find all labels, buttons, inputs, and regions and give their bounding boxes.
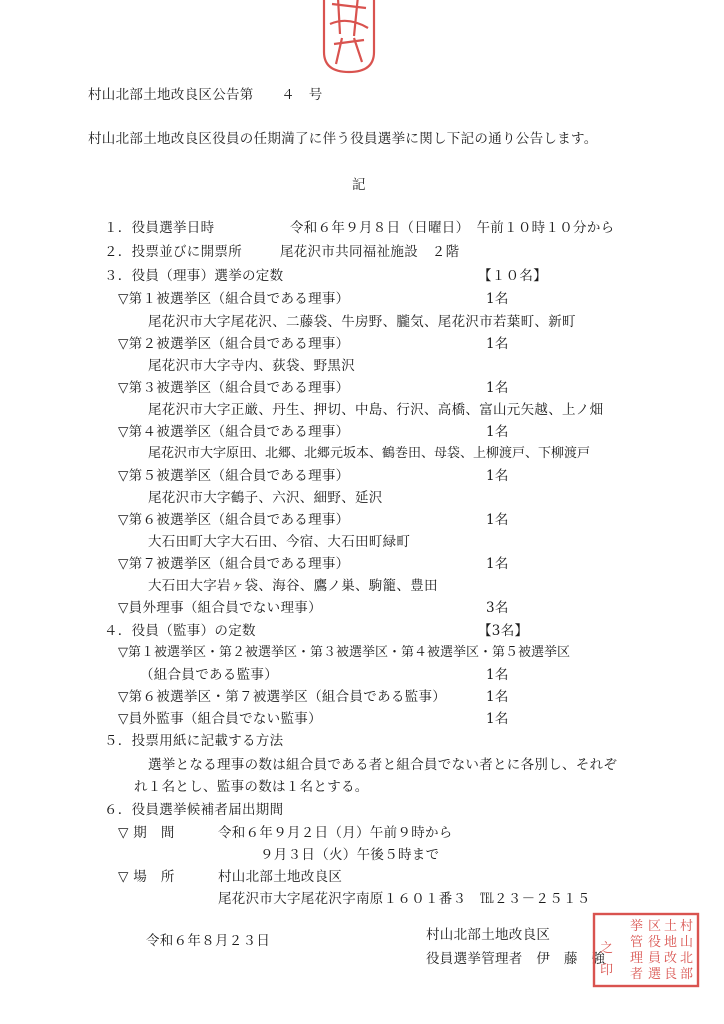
svg-text:挙: 挙 bbox=[630, 919, 644, 934]
footer-manager: 役員選挙管理者 伊 藤 強 bbox=[426, 951, 606, 967]
svg-text:良: 良 bbox=[664, 967, 678, 982]
svg-text:地: 地 bbox=[664, 935, 678, 950]
district1-name: ▽第１被選挙区（組合員である理事） bbox=[118, 291, 350, 307]
item5-title: ５．投票用紙に記載する方法 bbox=[104, 733, 284, 749]
period-line2: ９月３日（火）午後５時まで bbox=[260, 847, 440, 863]
outside-director-count: 3名 bbox=[486, 600, 509, 616]
district4-count: 1名 bbox=[486, 424, 509, 440]
svg-text:部: 部 bbox=[680, 967, 694, 982]
district1-count: 1名 bbox=[486, 291, 509, 307]
svg-text:区: 区 bbox=[648, 919, 662, 934]
district1-area: 尾花沢市大字尾花沢、二藤袋、牛房野、朧気、尾花沢市若葉町、新町 bbox=[148, 314, 576, 330]
district7-count: 1名 bbox=[486, 556, 509, 572]
footer-date: 令和６年８月２３日 bbox=[146, 933, 271, 949]
district5-name: ▽第５被選挙区（組合員である理事） bbox=[118, 468, 350, 484]
svg-text:村: 村 bbox=[680, 919, 694, 934]
item4-title: ４．役員（監事）の定数 bbox=[104, 623, 256, 639]
top-seal-stamp bbox=[318, 0, 380, 76]
auditor-row2: ▽第６被選挙区・第７被選挙区（組合員である監事） bbox=[118, 689, 447, 705]
item1-title: １．役員選挙日時 bbox=[104, 220, 215, 236]
svg-text:之: 之 bbox=[600, 941, 614, 956]
ki-heading: 記 bbox=[352, 177, 366, 193]
place-label: ▽ 場 所 bbox=[118, 869, 175, 885]
svg-text:役: 役 bbox=[648, 935, 662, 950]
svg-text:理: 理 bbox=[630, 951, 644, 966]
svg-text:土: 土 bbox=[664, 919, 678, 934]
district2-name: ▽第２被選挙区（組合員である理事） bbox=[118, 336, 350, 352]
official-seal-stamp bbox=[592, 912, 700, 988]
item5-line2: れ１名とし、監事の数は１名とする。 bbox=[134, 779, 369, 795]
district6-area: 大石田町大字大石田、今宿、大石田町緑町 bbox=[148, 534, 411, 550]
district4-name: ▽第４被選挙区（組合員である理事） bbox=[118, 424, 350, 440]
auditor-row3-count: 1名 bbox=[486, 711, 509, 727]
item1-value: 令和６年９月８日（日曜日） 午前１０時１０分から bbox=[290, 220, 615, 236]
district4-area: 尾花沢市大字原田、北郷、北郷元坂本、鶴巻田、母袋、上柳渡戸、下柳渡戸 bbox=[148, 446, 591, 461]
svg-text:改: 改 bbox=[664, 951, 678, 966]
item4-total: 【3名】 bbox=[478, 623, 529, 639]
item3-total: 【１０名】 bbox=[478, 268, 547, 284]
item2-value: 尾花沢市共同福祉施設 ２階 bbox=[280, 244, 460, 260]
district3-count: 1名 bbox=[486, 380, 509, 396]
auditor-row1-line2: （組合員である監事） bbox=[140, 667, 278, 683]
notice-number: 村山北部土地改良区公告第 ４ 号 bbox=[88, 87, 323, 103]
intro-text: 村山北部土地改良区役員の任期満了に伴う役員選挙に関し下記の通り公告します。 bbox=[88, 131, 598, 147]
svg-text:員: 員 bbox=[648, 951, 662, 966]
item2-title: ２．投票並びに開票所 bbox=[104, 244, 242, 260]
svg-text:印: 印 bbox=[600, 963, 614, 978]
auditor-row1-count: 1名 bbox=[486, 667, 509, 683]
place-line2: 尾花沢市大字尾花沢字南原１６０１番３ ℡２３－２５１５ bbox=[218, 891, 591, 907]
svg-text:北: 北 bbox=[680, 951, 694, 966]
period-line1: 令和６年９月２日（月）午前９時から bbox=[218, 825, 453, 841]
outside-director-name: ▽員外理事（組合員でない理事） bbox=[118, 600, 322, 616]
district6-count: 1名 bbox=[486, 512, 509, 528]
district7-area: 大石田大字岩ヶ袋、海谷、鷹ノ巣、駒籠、豊田 bbox=[148, 578, 438, 594]
item5-line1: 選挙となる理事の数は組合員である者と組合員でない者とに各別し、それぞ bbox=[148, 757, 618, 773]
auditor-row2-count: 1名 bbox=[486, 689, 509, 705]
district3-area: 尾花沢市大字正厳、丹生、押切、中島、行沢、高橋、富山元矢越、上ノ畑 bbox=[148, 402, 604, 418]
place-line1: 村山北部土地改良区 bbox=[218, 869, 343, 885]
district5-count: 1名 bbox=[486, 468, 509, 484]
svg-text:山: 山 bbox=[680, 935, 694, 950]
district2-area: 尾花沢市大字寺内、荻袋、野黒沢 bbox=[148, 358, 355, 374]
auditor-row1-line1: ▽第１被選挙区・第２被選挙区・第３被選挙区・第４被選挙区・第５被選挙区 bbox=[118, 645, 570, 660]
svg-text:者: 者 bbox=[630, 967, 644, 982]
item3-title: ３．役員（理事）選挙の定数 bbox=[104, 268, 284, 284]
district3-name: ▽第３被選挙区（組合員である理事） bbox=[118, 380, 350, 396]
item6-title: ６．役員選挙候補者届出期間 bbox=[104, 802, 284, 818]
district6-name: ▽第６被選挙区（組合員である理事） bbox=[118, 512, 350, 528]
svg-text:管: 管 bbox=[630, 935, 644, 950]
district2-count: 1名 bbox=[486, 336, 509, 352]
footer-org: 村山北部土地改良区 bbox=[426, 927, 551, 943]
auditor-row3: ▽員外監事（組合員でない監事） bbox=[118, 711, 322, 727]
district7-name: ▽第７被選挙区（組合員である理事） bbox=[118, 556, 350, 572]
svg-text:選: 選 bbox=[648, 967, 662, 982]
period-label: ▽ 期 間 bbox=[118, 825, 175, 841]
district5-area: 尾花沢市大字鶴子、六沢、細野、延沢 bbox=[148, 490, 383, 506]
